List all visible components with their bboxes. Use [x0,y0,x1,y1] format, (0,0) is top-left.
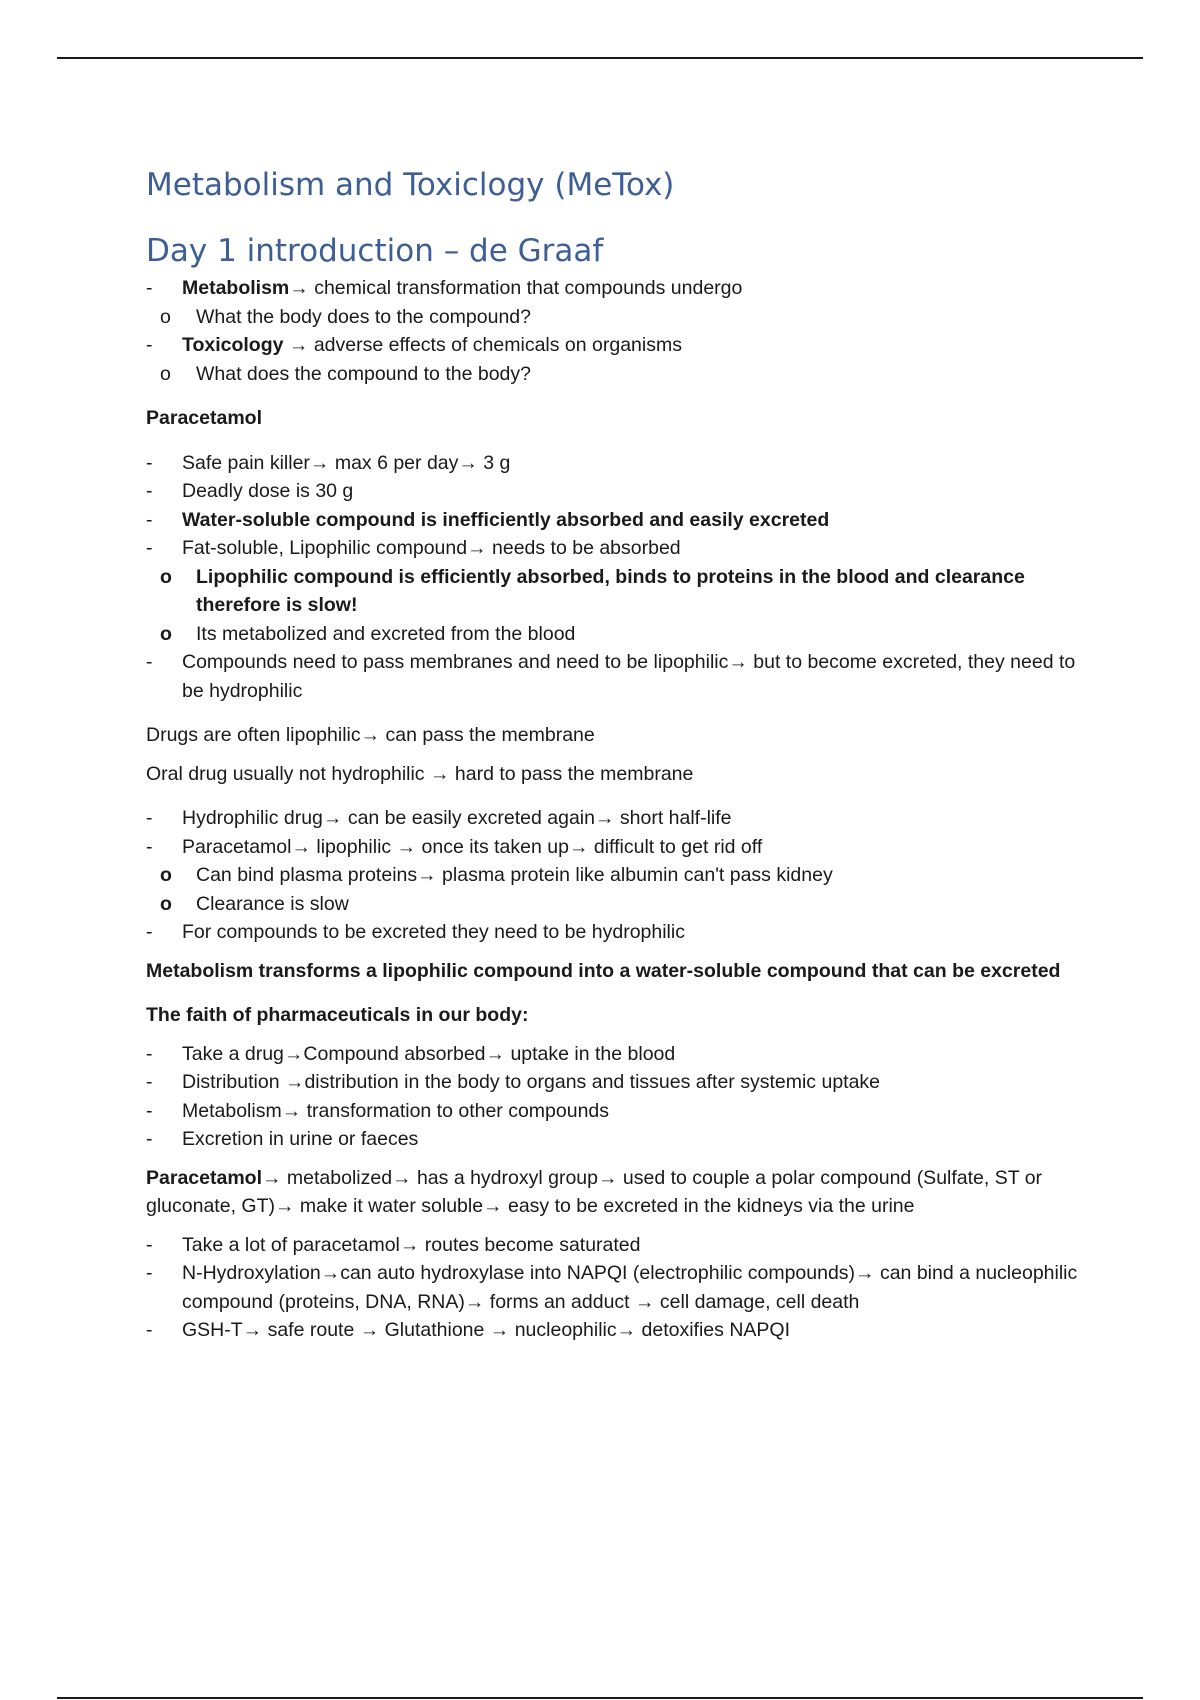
footer-rule [57,1697,1143,1699]
list-item-text: chemical transformation that compounds undergo [308,277,743,299]
list-item-text: Deadly dose is 30 g [182,480,354,502]
metabolism-statement: Metabolism transforms a lipophilic compound into a water-soluble compound that can be excreted [146,959,1061,982]
sub-list-item [146,861,1086,890]
list-item-text: Safe pain killer→ max 6 per day→ 3 g [182,451,511,474]
paracetamol-metabolism-lead: Paracetamol→ [146,1166,282,1189]
header-rule [57,57,1143,59]
list-item [146,534,1086,563]
list-item-text: Its metabolized and excreted from the blood [196,622,576,645]
list-item-text: What does the compound to the body? [196,362,531,385]
sub-list-item [146,620,1086,649]
list-item [146,1125,1086,1154]
list-item-text: What the body does to the compound? [196,305,531,328]
list-item-text: Compounds need to pass membranes and need to be lipophilic→ but to become excreted, they need to be hydrophilic [182,651,1076,702]
document-body [146,162,1086,1345]
list-item [146,1068,1086,1097]
list-item-bold-text: Metabolism→ [182,277,309,299]
drugs-paragraph: Drugs are often lipophilic→ can pass the membrane [146,724,595,746]
list-item [146,1097,1086,1126]
list-item-text: Take a drug→Compound absorbed→ uptake in the blood [182,1042,676,1065]
list-item-text: For compounds to be excreted they need to be hydrophilic [182,921,685,943]
list-item [146,449,1086,478]
list-item-text: Clearance is slow [196,892,349,915]
list-item-text: Metabolism→ transformation to other compounds [182,1099,610,1122]
list-item [146,274,1086,303]
list-item-text: Take a lot of paracetamol→ routes become saturated [182,1233,641,1256]
list-item-text: Paracetamol→ lipophilic → once its taken up→ difficult to get rid off [182,835,763,858]
sub-list-item [146,563,1086,620]
section-heading: Day 1 introduction – de Graaf [146,233,604,269]
sub-list-item [146,360,1086,389]
list-item [146,918,1086,947]
list-item-text: adverse effects of chemicals on organisms [308,334,682,356]
faith-heading: The faith of pharmaceuticals in our body: [146,1004,529,1026]
list-item [146,1040,1086,1069]
list-item [146,331,1086,360]
document-title: Metabolism and Toxiclogy (MeTox) [146,167,675,203]
list-item [146,477,1086,506]
list-item [146,506,1086,535]
list-item [146,648,1086,705]
list-item [146,833,1086,862]
faith-list [146,1040,1086,1154]
hydrophilic-list [146,804,1086,947]
list-item [146,1316,1086,1345]
list-item-bold-text: Lipophilic compound is efficiently absorbed, binds to proteins in the blood and clearance therefore is slow! [196,565,1025,616]
list-item-text: Distribution →distribution in the body to organs and tissues after systemic uptake [182,1071,881,1093]
list-item-text: Excretion in urine or faeces [182,1128,419,1150]
list-item [146,1259,1086,1316]
list-item-text: N-Hydroxylation→can auto hydroxylase into NAPQI (electrophilic compounds)→ can bind a nucleophilic compound (proteins, DNA, RNA)→ forms an adduct → cell damage, cell death [182,1262,1078,1313]
paracetamol-list [146,449,1086,706]
list-item [146,804,1086,833]
list-item-text: Hydrophilic drug→ can be easily excreted again→ short half-life [182,807,732,829]
paracetamol-metabolism-paragraph [146,1164,1086,1221]
list-item-bold-text: Water-soluble compound is inefficiently absorbed and easily excreted [182,508,830,531]
list-item [146,1231,1086,1260]
sub-list-item [146,890,1086,919]
saturation-list [146,1231,1086,1345]
paracetamol-metabolism-text: metabolized→ has a hydroxyl group→ used to couple a polar compound (Sulfate, ST or gluconate, GT)→ make it water soluble→ easy to be excreted in the kidneys via the urine [146,1166,1043,1217]
list-item-text: GSH-T→ safe route → Glutathione → nucleophilic→ detoxifies NAPQI [182,1319,791,1341]
paracetamol-heading: Paracetamol [146,407,262,429]
oral-drug-paragraph: Oral drug usually not hydrophilic → hard to pass the membrane [146,762,694,785]
intro-list [146,274,1086,388]
list-item-bold-text: Toxicology → [182,334,309,356]
list-item-text: Fat-soluble, Lipophilic compound→ needs to be absorbed [182,537,681,559]
list-item-text: Can bind plasma proteins→ plasma protein like albumin can't pass kidney [196,864,833,886]
sub-list-item [146,303,1086,332]
